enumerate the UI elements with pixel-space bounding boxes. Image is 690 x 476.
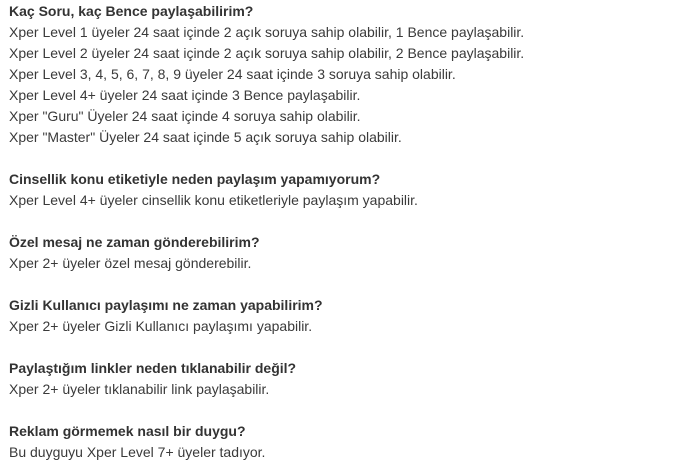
- faq-answer-line: Xper "Guru" Üyeler 24 saat içinde 4 soruya sahip olabilir.: [9, 108, 361, 124]
- faq-answer-line: Xper "Master" Üyeler 24 saat içinde 5 açık soruya sahip olabilir.: [9, 129, 402, 145]
- faq-answer-line: Xper Level 2 üyeler 24 saat içinde 2 açık soruya sahip olabilir, 2 Bence paylaşabilir.: [9, 45, 525, 61]
- faq-answer-line: Xper 2+ üyeler Gizli Kullanıcı paylaşımı yapabilir.: [9, 318, 313, 334]
- faq-question-clickable-links: Paylaştığım linkler neden tıklanabilir değil?: [9, 360, 297, 376]
- faq-answer-line: Xper Level 4+ üyeler 24 saat içinde 3 Bence paylaşabilir.: [9, 87, 361, 103]
- faq-question-sexuality-tag: Cinsellik konu etiketiyle neden paylaşım yapamıyorum?: [9, 171, 381, 187]
- faq-question-anonymous-user: Gizli Kullanıcı paylaşımı ne zaman yapabilirim?: [9, 297, 323, 313]
- faq-answer-line: Bu duyguyu Xper Level 7+ üyeler tadıyor.: [9, 444, 266, 460]
- faq-question-no-ads: Reklam görmemek nasıl bir duygu?: [9, 423, 246, 439]
- faq-answer-line: Xper Level 1 üyeler 24 saat içinde 2 açık soruya sahip olabilir, 1 Bence paylaşabilir.: [9, 24, 525, 40]
- faq-question-how-many: Kaç Soru, kaç Bence paylaşabilirim?: [9, 3, 254, 19]
- faq-question-private-message: Özel mesaj ne zaman gönderebilirim?: [9, 234, 260, 250]
- faq-answer-line: Xper 2+ üyeler özel mesaj gönderebilir.: [9, 255, 252, 271]
- faq-answer-line: Xper Level 4+ üyeler cinsellik konu etiketleriyle paylaşım yapabilir.: [9, 192, 418, 208]
- faq-answer-line: Xper Level 3, 4, 5, 6, 7, 8, 9 üyeler 24 saat içinde 3 soruya sahip olabilir.: [9, 66, 456, 82]
- faq-answer-line: Xper 2+ üyeler tıklanabilir link paylaşabilir.: [9, 381, 270, 397]
